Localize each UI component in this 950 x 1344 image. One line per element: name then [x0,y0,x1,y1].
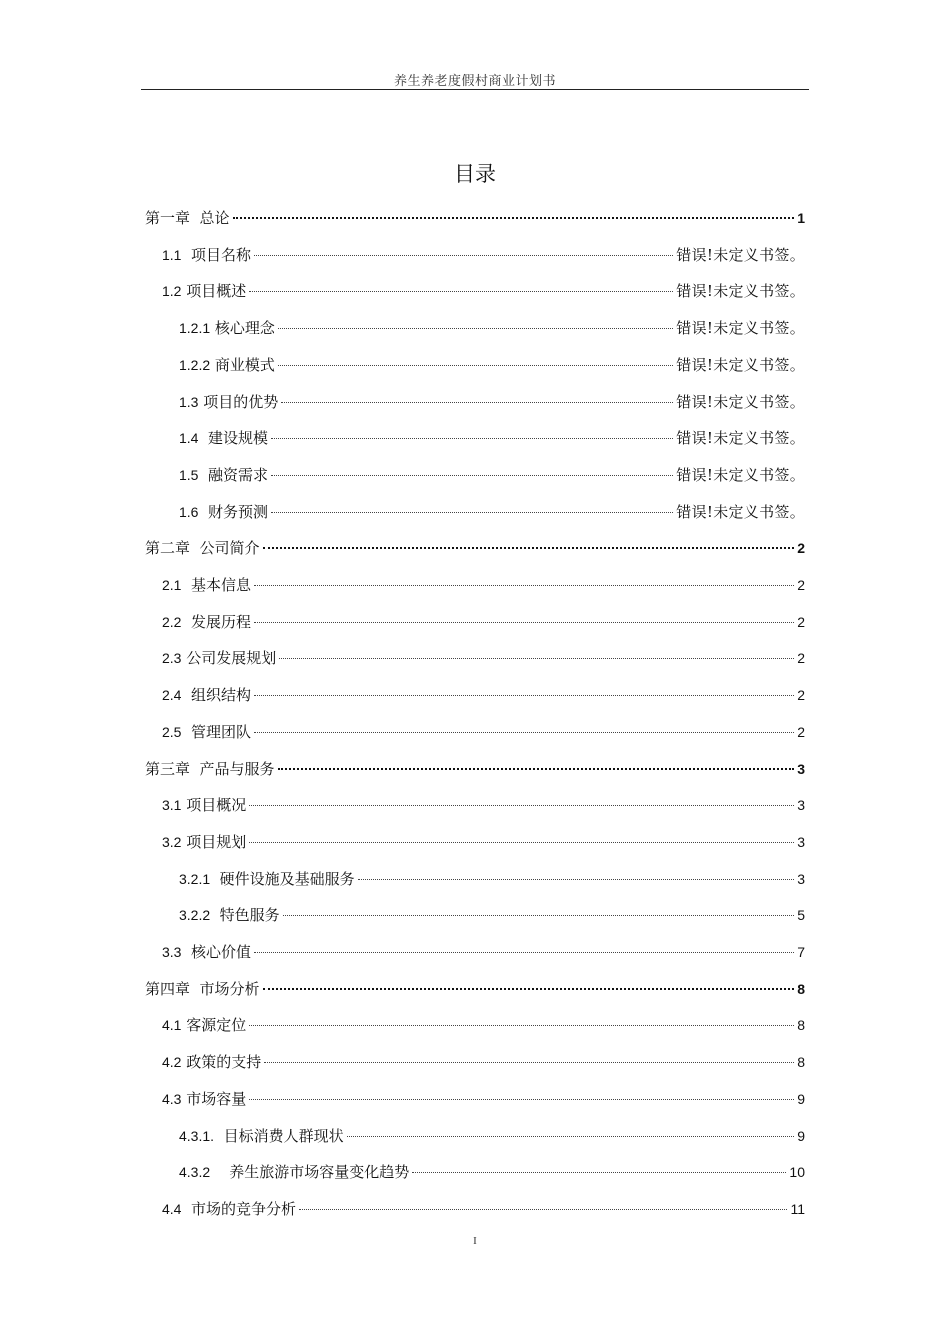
toc-entry[interactable] [145,978,805,1002]
toc-entry[interactable] [179,501,805,525]
toc-entry-number: 1.2 [162,283,182,300]
toc-entry-title: 基本信息 [181,576,252,594]
toc-entry-number: 4.2 [162,1054,182,1071]
toc-entry[interactable] [162,1014,805,1038]
toc-entry-number: 1.4 [179,430,199,447]
toc-entry[interactable] [179,464,805,488]
toc-entry[interactable] [162,1051,805,1075]
toc-entry-title: 第四章 市场分析 [145,979,260,998]
toc-entry-page: 错误!未定义书签。 [676,355,805,374]
toc-entry[interactable] [179,904,805,928]
toc-dot-leader [249,1025,794,1026]
toc-entry-page: 错误!未定义书签。 [676,429,805,448]
toc-entry-page: 8 [797,1054,805,1071]
toc-entry-page: 1 [797,210,805,226]
toc-entry-title: 项目规划 [181,832,247,851]
toc-entry-page: 错误!未定义书签。 [676,502,805,521]
toc-entry-page: 9 [797,1090,805,1107]
toc-entry-title: 项目概况 [181,796,247,815]
toc-entry-page: 8 [797,1017,805,1034]
toc-entry-number: 3.1 [162,797,182,814]
toc-entry-page: 9 [797,1127,805,1144]
toc-dot-leader [249,842,794,843]
toc-entry[interactable] [179,354,805,378]
toc-entry-page: 错误!未定义书签。 [676,465,805,484]
toc-entry[interactable] [162,244,805,268]
toc-dot-leader [347,1136,795,1137]
toc-dot-leader [412,1172,786,1173]
toc-dot-leader [249,1099,794,1100]
toc-dot-leader [263,547,795,549]
toc-entry-title: 核心理念 [210,319,275,338]
toc-entry-title: 项目名称 [181,245,252,264]
toc-entry[interactable] [162,941,805,965]
toc-entry[interactable] [145,207,805,231]
toc-entry-title: 公司发展规划 [181,649,277,668]
toc-entry-title: 市场容量 [181,1089,247,1108]
toc-entry[interactable] [179,1161,805,1185]
toc-dot-leader [281,402,673,403]
toc-entry-number: 4.3 [162,1090,182,1107]
toc-dot-leader [254,695,794,696]
toc-entry-number: 1.6 [179,503,199,520]
toc-entry[interactable] [162,647,805,671]
toc-entry-page: 3 [797,870,805,887]
toc-dot-leader [264,1062,794,1063]
toc-entry-title: 商业模式 [210,355,275,374]
toc-entry-title: 目标消费人群现状 [214,1126,344,1145]
toc-entry-page: 7 [797,944,805,960]
toc-dot-leader [283,915,795,916]
toc-entry-number: 3.2.1 [179,870,211,887]
toc-entry[interactable] [162,721,805,745]
toc-entry-number: 2.4 [162,687,182,704]
toc-entry[interactable] [145,758,805,782]
toc-entry-number: 4.3.2 [179,1164,211,1181]
toc-entry[interactable] [179,317,805,341]
toc-dot-leader [254,585,794,586]
toc-entry-number: 2.1 [162,577,182,593]
toc-entry-title: 客源定位 [181,1016,247,1035]
toc-entry[interactable] [162,794,805,818]
toc-entry-title: 第一章 总论 [145,209,230,227]
toc-dot-leader [249,805,794,806]
toc-entry-number: 3.2.2 [179,907,211,924]
toc-dot-leader [271,475,673,476]
toc-dot-leader [263,988,795,990]
toc-entry[interactable] [162,280,805,304]
toc-entry-page: 错误!未定义书签。 [676,392,805,411]
toc-entry-page: 错误!未定义书签。 [676,245,805,264]
toc-entry[interactable] [179,427,805,451]
toc-entry[interactable] [162,1088,805,1112]
page-header: 养生养老度假村商业计划书 [393,74,556,89]
toc-dot-leader [271,512,673,513]
toc-entry-title: 政策的支持 [181,1053,262,1072]
toc-entry[interactable] [179,391,805,415]
toc-entry-number: 2.3 [162,650,182,667]
toc-entry-number: 4.4 [162,1200,182,1217]
toc-dot-leader [254,622,794,623]
toc-dot-leader [249,291,673,292]
toc-entry-page: 错误!未定义书签。 [676,282,805,301]
toc-entry-page: 错误!未定义书签。 [676,319,805,338]
toc-entry-number: 4.1 [162,1017,182,1034]
toc-entry-title: 特色服务 [210,906,280,925]
toc-entry[interactable] [179,1125,805,1149]
toc-entry-page: 2 [797,650,805,667]
toc-entry-title: 融资需求 [198,465,269,484]
toc-dot-leader [254,255,673,256]
toc-entry-number: 1.3 [179,393,199,410]
toc-dot-leader [278,768,795,770]
toc-entry-title: 组织结构 [181,686,252,705]
toc-entry[interactable] [162,684,805,708]
page-number: I [473,1235,477,1247]
toc-entry-title: 财务预测 [198,502,269,521]
toc-entry-title: 养生旅游市场容量变化趋势 [210,1163,410,1182]
toc-title: 目录 [454,162,496,186]
toc-entry[interactable] [162,574,805,598]
toc-entry-number: 4.3.1. [179,1127,215,1144]
toc-entry-number: 1.1 [162,246,182,263]
toc-entry-page: 8 [797,980,805,997]
toc-entry[interactable] [179,868,805,892]
toc-dot-leader [299,1209,787,1210]
toc-entry-title: 核心价值 [181,943,252,961]
header-rule [141,89,809,90]
toc-entry-title: 管理团队 [181,722,252,741]
toc-entry-title: 建设规模 [198,429,269,448]
toc-entry-title: 项目的优势 [198,392,279,411]
toc-entry-number: 1.2.1 [179,320,211,337]
toc-dot-leader [271,438,673,439]
toc-entry-number: 2.2 [162,613,182,630]
toc-dot-leader [278,365,673,366]
toc-entry[interactable] [162,831,805,855]
toc-entry-number: 3.3 [162,944,182,960]
toc-dot-leader [279,658,794,659]
toc-entry[interactable] [162,611,805,635]
toc-entry-page: 5 [797,907,805,924]
toc-entry-page: 2 [797,577,805,593]
toc-entry-page: 3 [797,797,805,814]
toc-dot-leader [233,217,795,219]
toc-entry-page: 11 [790,1200,805,1217]
toc-entry-title: 第三章 产品与服务 [145,759,275,778]
toc-entry-number: 1.5 [179,466,199,483]
toc-entry[interactable] [162,1198,805,1222]
toc-entry-title: 市场的竞争分析 [181,1199,297,1218]
toc-entry-title: 硬件设施及基础服务 [210,869,355,888]
toc-dot-leader [358,879,795,880]
toc-entry[interactable] [145,537,805,561]
toc-dot-leader [254,952,794,953]
toc-entry-page: 3 [797,760,805,777]
toc-entry-page: 2 [797,540,805,557]
toc-entry-page: 2 [797,723,805,740]
toc-dot-leader [254,732,794,733]
toc-entry-title: 项目概述 [181,282,247,301]
toc-entry-number: 3.2 [162,833,182,850]
toc-entry-title: 发展历程 [181,612,252,631]
toc-entry-number: 1.2.2 [179,356,211,373]
toc-entry-page: 3 [797,833,805,850]
toc-entry-page: 10 [789,1164,805,1181]
toc-entry-page: 2 [797,613,805,630]
toc-entry-page: 2 [797,687,805,704]
toc-entry-number: 2.5 [162,723,182,740]
toc-entry-title: 第二章 公司简介 [145,539,260,558]
toc-dot-leader [278,328,673,329]
